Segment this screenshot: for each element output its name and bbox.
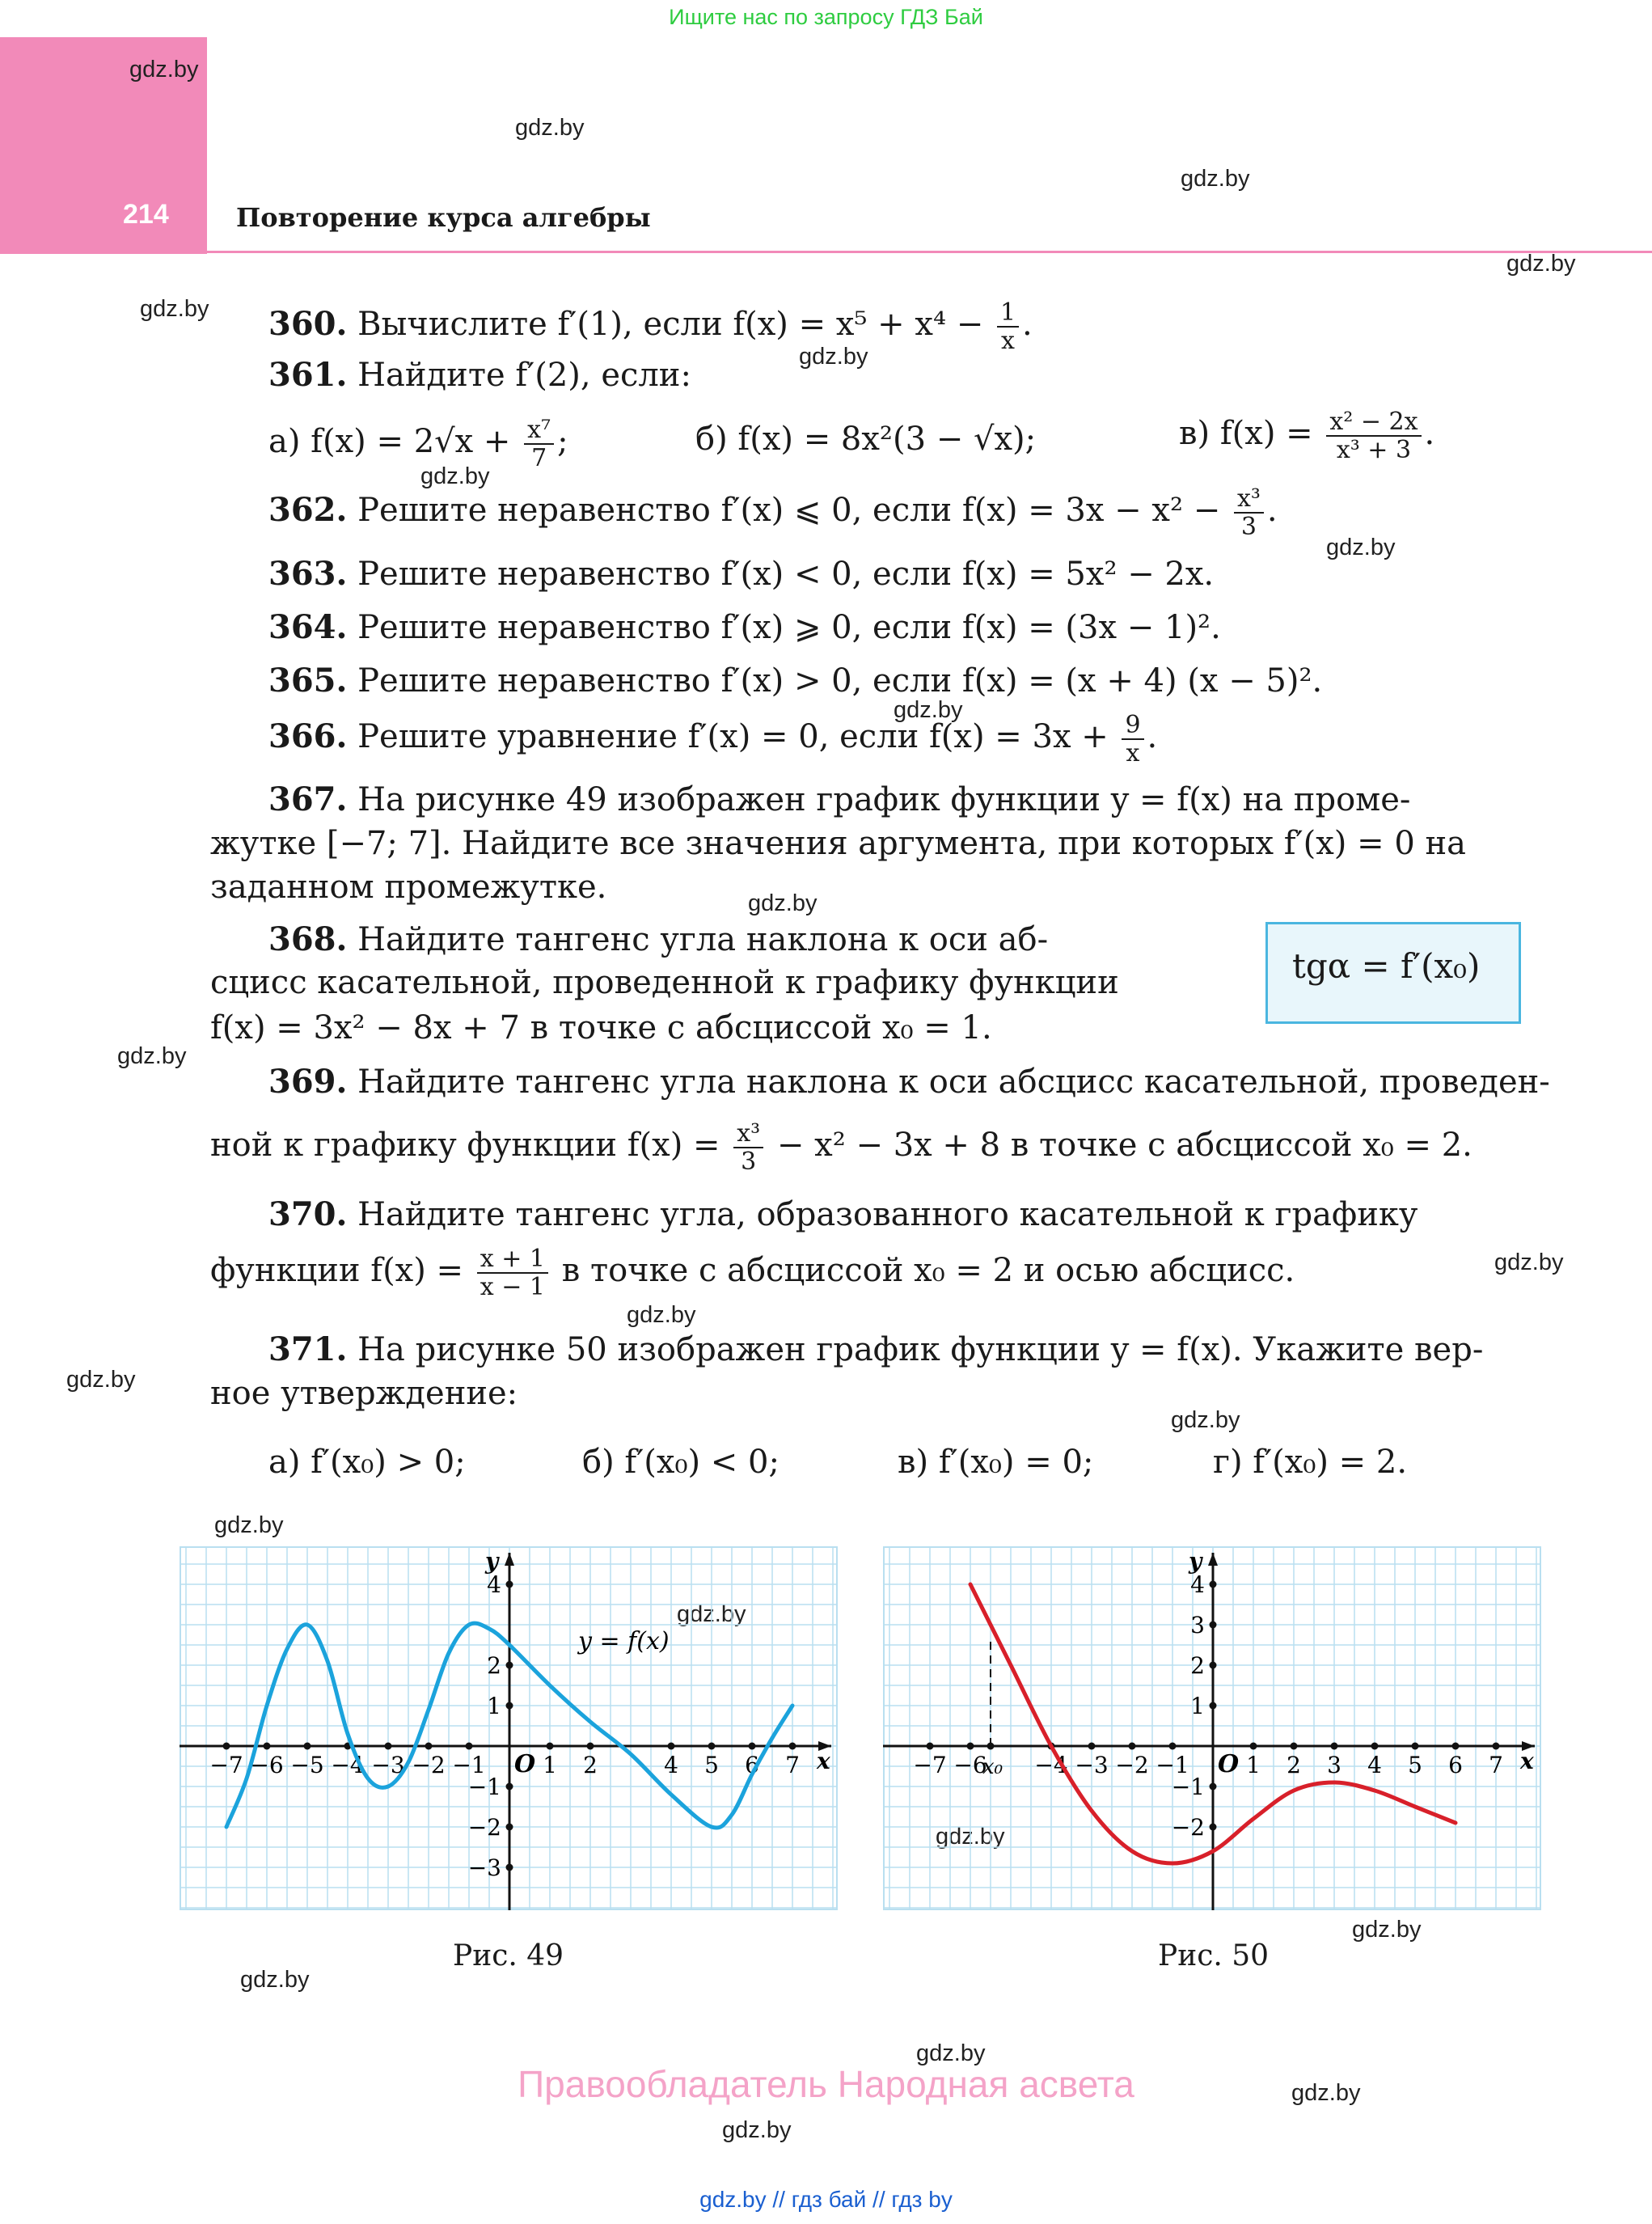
fraction: $\frac{9}{x}$ xyxy=(1122,712,1143,767)
x-tick-dot xyxy=(1169,1743,1177,1750)
y-tick-label: −1 xyxy=(1171,1774,1205,1800)
watermark[interactable]: gdz.by xyxy=(748,890,818,916)
x-tick-dot xyxy=(385,1743,392,1750)
problem-text: Найдите f′(2), если: xyxy=(357,357,691,394)
problem-text: Найдите тангенс угла наклона к оси аб- xyxy=(357,921,1049,958)
y-axis-label: y xyxy=(485,1548,499,1575)
y-tick-dot xyxy=(1210,1824,1217,1831)
problem-number: 371. xyxy=(268,1330,348,1368)
x-tick-dot xyxy=(1452,1743,1460,1750)
x-tick-label: −3 xyxy=(1075,1752,1109,1778)
fraction: $\frac{\text{x⁷}}{7}$ xyxy=(524,416,554,471)
problem-367 xyxy=(268,780,1410,818)
problem-number: 360. xyxy=(268,305,348,343)
answer-option: б) f′(x₀) < 0; xyxy=(582,1444,780,1481)
x-tick-label: −7 xyxy=(913,1752,947,1778)
y-tick-dot xyxy=(506,1783,513,1791)
x-tick-dot xyxy=(708,1743,716,1750)
problem-number: 365. xyxy=(268,662,348,700)
problem-text: Вычислите xyxy=(357,306,547,343)
copyright-notice: Правообладатель Народная асвета xyxy=(518,2063,1134,2105)
problem-369 xyxy=(268,1063,1550,1101)
x-tick-label: 6 xyxy=(745,1752,759,1778)
origin-label: O xyxy=(1218,1750,1240,1778)
y-tick-label: −2 xyxy=(467,1814,501,1841)
x-tick-label: −1 xyxy=(1156,1752,1189,1778)
x-tick-dot xyxy=(1250,1743,1257,1750)
problem-371 xyxy=(268,1330,1483,1368)
y-tick-dot xyxy=(506,1824,513,1831)
x-tick-label: 4 xyxy=(664,1752,678,1778)
watermark[interactable]: gdz.by xyxy=(129,57,199,82)
watermark[interactable]: gdz.by xyxy=(722,2117,792,2143)
figure-49-caption: Рис. 49 xyxy=(453,1939,564,1972)
y-tick-dot xyxy=(1210,1702,1217,1710)
answer-option: в) f′(x₀) = 0; xyxy=(898,1444,1094,1481)
watermark[interactable]: gdz.by xyxy=(677,1601,746,1627)
watermark[interactable]: gdz.by xyxy=(1506,251,1576,277)
x-tick-label: 4 xyxy=(1367,1752,1382,1778)
problem-number: 364. xyxy=(268,608,348,646)
fraction: $\frac{\text{x³}}{3}$ xyxy=(1234,485,1264,540)
watermark[interactable]: gdz.by xyxy=(1181,166,1250,192)
problem-text: Найдите тангенс угла наклона к оси абсцисс касательной, проведен- xyxy=(357,1063,1550,1101)
watermark[interactable]: gdz.by xyxy=(1326,535,1396,560)
y-tick-label: −1 xyxy=(467,1774,501,1800)
figure-50-graph xyxy=(883,1546,1541,1910)
problem-367-line: жутке [−7; 7]. Найдите все значения аргумента, при которых f′(x) = 0 на xyxy=(210,825,1467,862)
watermark[interactable]: gdz.by xyxy=(1291,2080,1361,2106)
x-axis-label: x xyxy=(1520,1748,1534,1774)
x-tick-label: −2 xyxy=(412,1752,446,1778)
problem-number: 368. xyxy=(268,920,348,958)
y-tick-dot xyxy=(1210,1662,1217,1669)
y-tick-label: 1 xyxy=(487,1693,501,1719)
x-tick-dot xyxy=(304,1743,311,1750)
watermark[interactable]: gdz.by xyxy=(420,463,490,489)
x-tick-label: 3 xyxy=(1327,1752,1341,1778)
x-tick-dot xyxy=(1129,1743,1136,1750)
x-tick-dot xyxy=(1291,1743,1298,1750)
x-tick-dot xyxy=(587,1743,594,1750)
problem-370-line: функции f(x) = $\frac{x + 1}{x - 1}$ в точке с абсциссой x₀ = 2 и осью абсцисс. xyxy=(210,1245,1295,1301)
problem-number: 361. xyxy=(268,356,348,394)
formula-text: tgα = f′(x₀) xyxy=(1292,946,1481,986)
problem-367-line: заданном промежутке. xyxy=(210,869,607,906)
header-divider xyxy=(207,251,1652,253)
y-tick-label: −3 xyxy=(467,1854,501,1881)
y-tick-label: 2 xyxy=(487,1652,501,1679)
problem-text: На рисунке 50 изображен график функции y = f(x). Укажите вер- xyxy=(357,1331,1484,1368)
y-axis-arrow xyxy=(1208,1553,1218,1566)
y-tick-dot xyxy=(506,1581,513,1588)
x-tick-dot xyxy=(1371,1743,1379,1750)
x-tick-dot xyxy=(1493,1743,1500,1750)
x-tick-label: 5 xyxy=(1408,1752,1422,1778)
x-tick-label: 1 xyxy=(1246,1752,1261,1778)
x-tick-label: 2 xyxy=(1287,1752,1301,1778)
y-tick-label: 1 xyxy=(1190,1693,1205,1719)
y-tick-label: 4 xyxy=(487,1571,501,1598)
problem-370 xyxy=(268,1195,1418,1233)
watermark[interactable]: gdz.by xyxy=(214,1512,284,1538)
function-label: y = f(x) xyxy=(578,1627,670,1655)
problem-364 xyxy=(268,608,1221,646)
problem-text: Решите неравенство f′(x) ⩾ 0, если f(x) = (3x − 1)². xyxy=(357,609,1221,646)
y-tick-dot xyxy=(1210,1581,1217,1588)
x-tick-dot xyxy=(425,1743,433,1750)
x-tick-label: 7 xyxy=(1489,1752,1503,1778)
problem-expression: f′(1), xyxy=(557,306,633,343)
x-tick-dot xyxy=(749,1743,756,1750)
problem-text: На рисунке 49 изображен график функции y = f(x) на проме- xyxy=(357,781,1411,818)
watermark[interactable]: gdz.by xyxy=(240,1967,310,1993)
x-tick-dot xyxy=(264,1743,271,1750)
x-tick-dot xyxy=(547,1743,554,1750)
problem-368 xyxy=(268,920,1048,958)
y-tick-label: 3 xyxy=(1190,1612,1205,1638)
x-tick-label: −1 xyxy=(452,1752,486,1778)
problem-text: Найдите тангенс угла, образованного касательной к графику xyxy=(357,1196,1418,1233)
x-tick-label: −5 xyxy=(290,1752,324,1778)
problem-361 xyxy=(268,356,691,394)
problem-368-line: f(x) = 3x² − 8x + 7 в точке с абсциссой x₀ = 1. xyxy=(210,1009,992,1046)
problem-365 xyxy=(268,662,1322,700)
x-tick-label: −4 xyxy=(1034,1752,1068,1778)
problem-361-option-c: в) f(x) = $\frac{\text{x² − 2x}}{\text{x³ + 3}}$ . xyxy=(1179,408,1435,464)
problem-number: 370. xyxy=(268,1195,348,1233)
watermark[interactable]: gdz.by xyxy=(799,344,868,370)
top-banner[interactable]: Ищите нас по запросу ГДЗ Бай xyxy=(669,5,983,29)
problem-362: 362. Решите неравенство f′(x) ⩽ 0, если f(x) = 3x − x² − $\frac{\text{x³}}{3}$ . xyxy=(268,484,1278,541)
watermark[interactable]: gdz.by xyxy=(1352,1917,1422,1943)
footer-links[interactable]: gdz.by // гдз бай // гдз by xyxy=(699,2187,953,2212)
problem-number: 362. xyxy=(268,491,348,529)
x-tick-label: −4 xyxy=(331,1752,365,1778)
y-tick-label: 2 xyxy=(1190,1652,1205,1679)
problem-text: Решите неравенство f′(x) > 0, если f(x) = (x + 4) (x − 5)². xyxy=(357,662,1323,700)
answer-option: г) f′(x₀) = 2. xyxy=(1213,1444,1408,1481)
x0-label: x₀ xyxy=(982,1755,1003,1779)
fraction: $\frac{x + 1}{x - 1}$ xyxy=(477,1245,548,1300)
origin-label: O xyxy=(514,1750,536,1778)
watermark[interactable]: gdz.by xyxy=(117,1043,187,1069)
problem-371-line: ное утверждение: xyxy=(210,1375,518,1412)
watermark[interactable]: gdz.by xyxy=(936,1824,1005,1850)
problem-text: Решите уравнение f′(x) = 0, если f(x) = 3x + xyxy=(357,718,1109,755)
x-tick-dot xyxy=(1412,1743,1419,1750)
x-tick-label: 5 xyxy=(704,1752,719,1778)
section-title: Повторение курса алгебры xyxy=(236,202,651,233)
problem-expression: f(x) = x⁵ + x⁴ − xyxy=(733,306,984,343)
x-tick-label: 2 xyxy=(583,1752,598,1778)
x-axis-label: x xyxy=(817,1748,830,1774)
problem-text: Решите неравенство f′(x) ⩽ 0, если f(x) = 3x − x² − xyxy=(357,492,1221,529)
fraction: $\frac{1}{x}$ xyxy=(997,299,1019,354)
x0-dot xyxy=(987,1743,995,1750)
problem-number: 369. xyxy=(268,1063,348,1101)
answer-option: а) f′(x₀) > 0; xyxy=(268,1444,466,1481)
y-tick-dot xyxy=(506,1662,513,1669)
problem-361-option-b: б) f(x) = 8x²(3 − √x); xyxy=(695,421,1037,458)
x-tick-dot xyxy=(927,1743,934,1750)
x-tick-label: −7 xyxy=(209,1752,243,1778)
x-tick-label: −6 xyxy=(250,1752,284,1778)
x-tick-dot xyxy=(789,1743,796,1750)
problem-361-option-a: а) f(x) = 2√x + $\frac{\text{x⁷}}{7}$ ; xyxy=(268,416,568,472)
problem-number: 363. xyxy=(268,555,348,593)
watermark[interactable]: gdz.by xyxy=(1171,1407,1240,1433)
y-tick-dot xyxy=(1210,1621,1217,1629)
fraction: $\frac{\text{x² − 2x}}{\text{x³ + 3}}$ xyxy=(1326,408,1421,463)
x-tick-label: −6 xyxy=(953,1752,987,1778)
watermark[interactable]: gdz.by xyxy=(140,296,209,322)
watermark[interactable]: gdz.by xyxy=(627,1302,696,1328)
x-tick-label: −2 xyxy=(1115,1752,1149,1778)
y-tick-label: 4 xyxy=(1190,1571,1205,1598)
problem-number: 367. xyxy=(268,780,348,818)
problem-363 xyxy=(268,555,1214,593)
x-tick-label: 7 xyxy=(785,1752,800,1778)
problem-360: 360. Вычислите f′(1), если f(x) = x⁵ + x⁴ − $\frac{1}{x}$ . xyxy=(268,298,1033,355)
x-tick-dot xyxy=(223,1743,230,1750)
problem-368-line: сцисс касательной, проведенной к графику функции xyxy=(210,964,1119,1001)
watermark[interactable]: gdz.by xyxy=(894,697,963,723)
figure-49-graph xyxy=(180,1546,838,1910)
problem-text: Решите неравенство f′(x) < 0, если f(x) = 5x² − 2x. xyxy=(357,556,1215,593)
x-tick-dot xyxy=(967,1743,974,1750)
figure-50-caption: Рис. 50 xyxy=(1158,1939,1270,1972)
problem-366: 366. Решите уравнение f′(x) = 0, если f(x) = 3x + $\frac{9}{x}$ . xyxy=(268,711,1158,767)
y-tick-dot xyxy=(1210,1783,1217,1791)
y-tick-dot xyxy=(506,1702,513,1710)
x-tick-dot xyxy=(1088,1743,1096,1750)
x-tick-label: 1 xyxy=(543,1752,557,1778)
y-axis-label: y xyxy=(1189,1548,1202,1575)
y-tick-label: −2 xyxy=(1171,1814,1205,1841)
problem-369-line: ной к графику функции f(x) = $\frac{\text{x³}}{3}$ − x² − 3x + 8 в точке с абсциссой x₀ = 2. xyxy=(210,1119,1472,1176)
x-tick-dot xyxy=(466,1743,473,1750)
watermark[interactable]: gdz.by xyxy=(916,2040,986,2066)
fraction: $\frac{\text{x³}}{3}$ xyxy=(733,1120,763,1175)
y-tick-dot xyxy=(506,1864,513,1871)
watermark[interactable]: gdz.by xyxy=(1494,1249,1564,1275)
x-tick-dot xyxy=(1331,1743,1338,1750)
problem-text: если xyxy=(643,306,723,343)
x-tick-dot xyxy=(668,1743,675,1750)
watermark[interactable]: gdz.by xyxy=(515,115,585,141)
problem-number: 366. xyxy=(268,717,348,755)
y-axis-arrow xyxy=(505,1553,514,1566)
watermark[interactable]: gdz.by xyxy=(66,1367,136,1393)
page-number: 214 xyxy=(123,199,169,230)
x-tick-label: 6 xyxy=(1448,1752,1463,1778)
x-tick-label: −3 xyxy=(371,1752,405,1778)
